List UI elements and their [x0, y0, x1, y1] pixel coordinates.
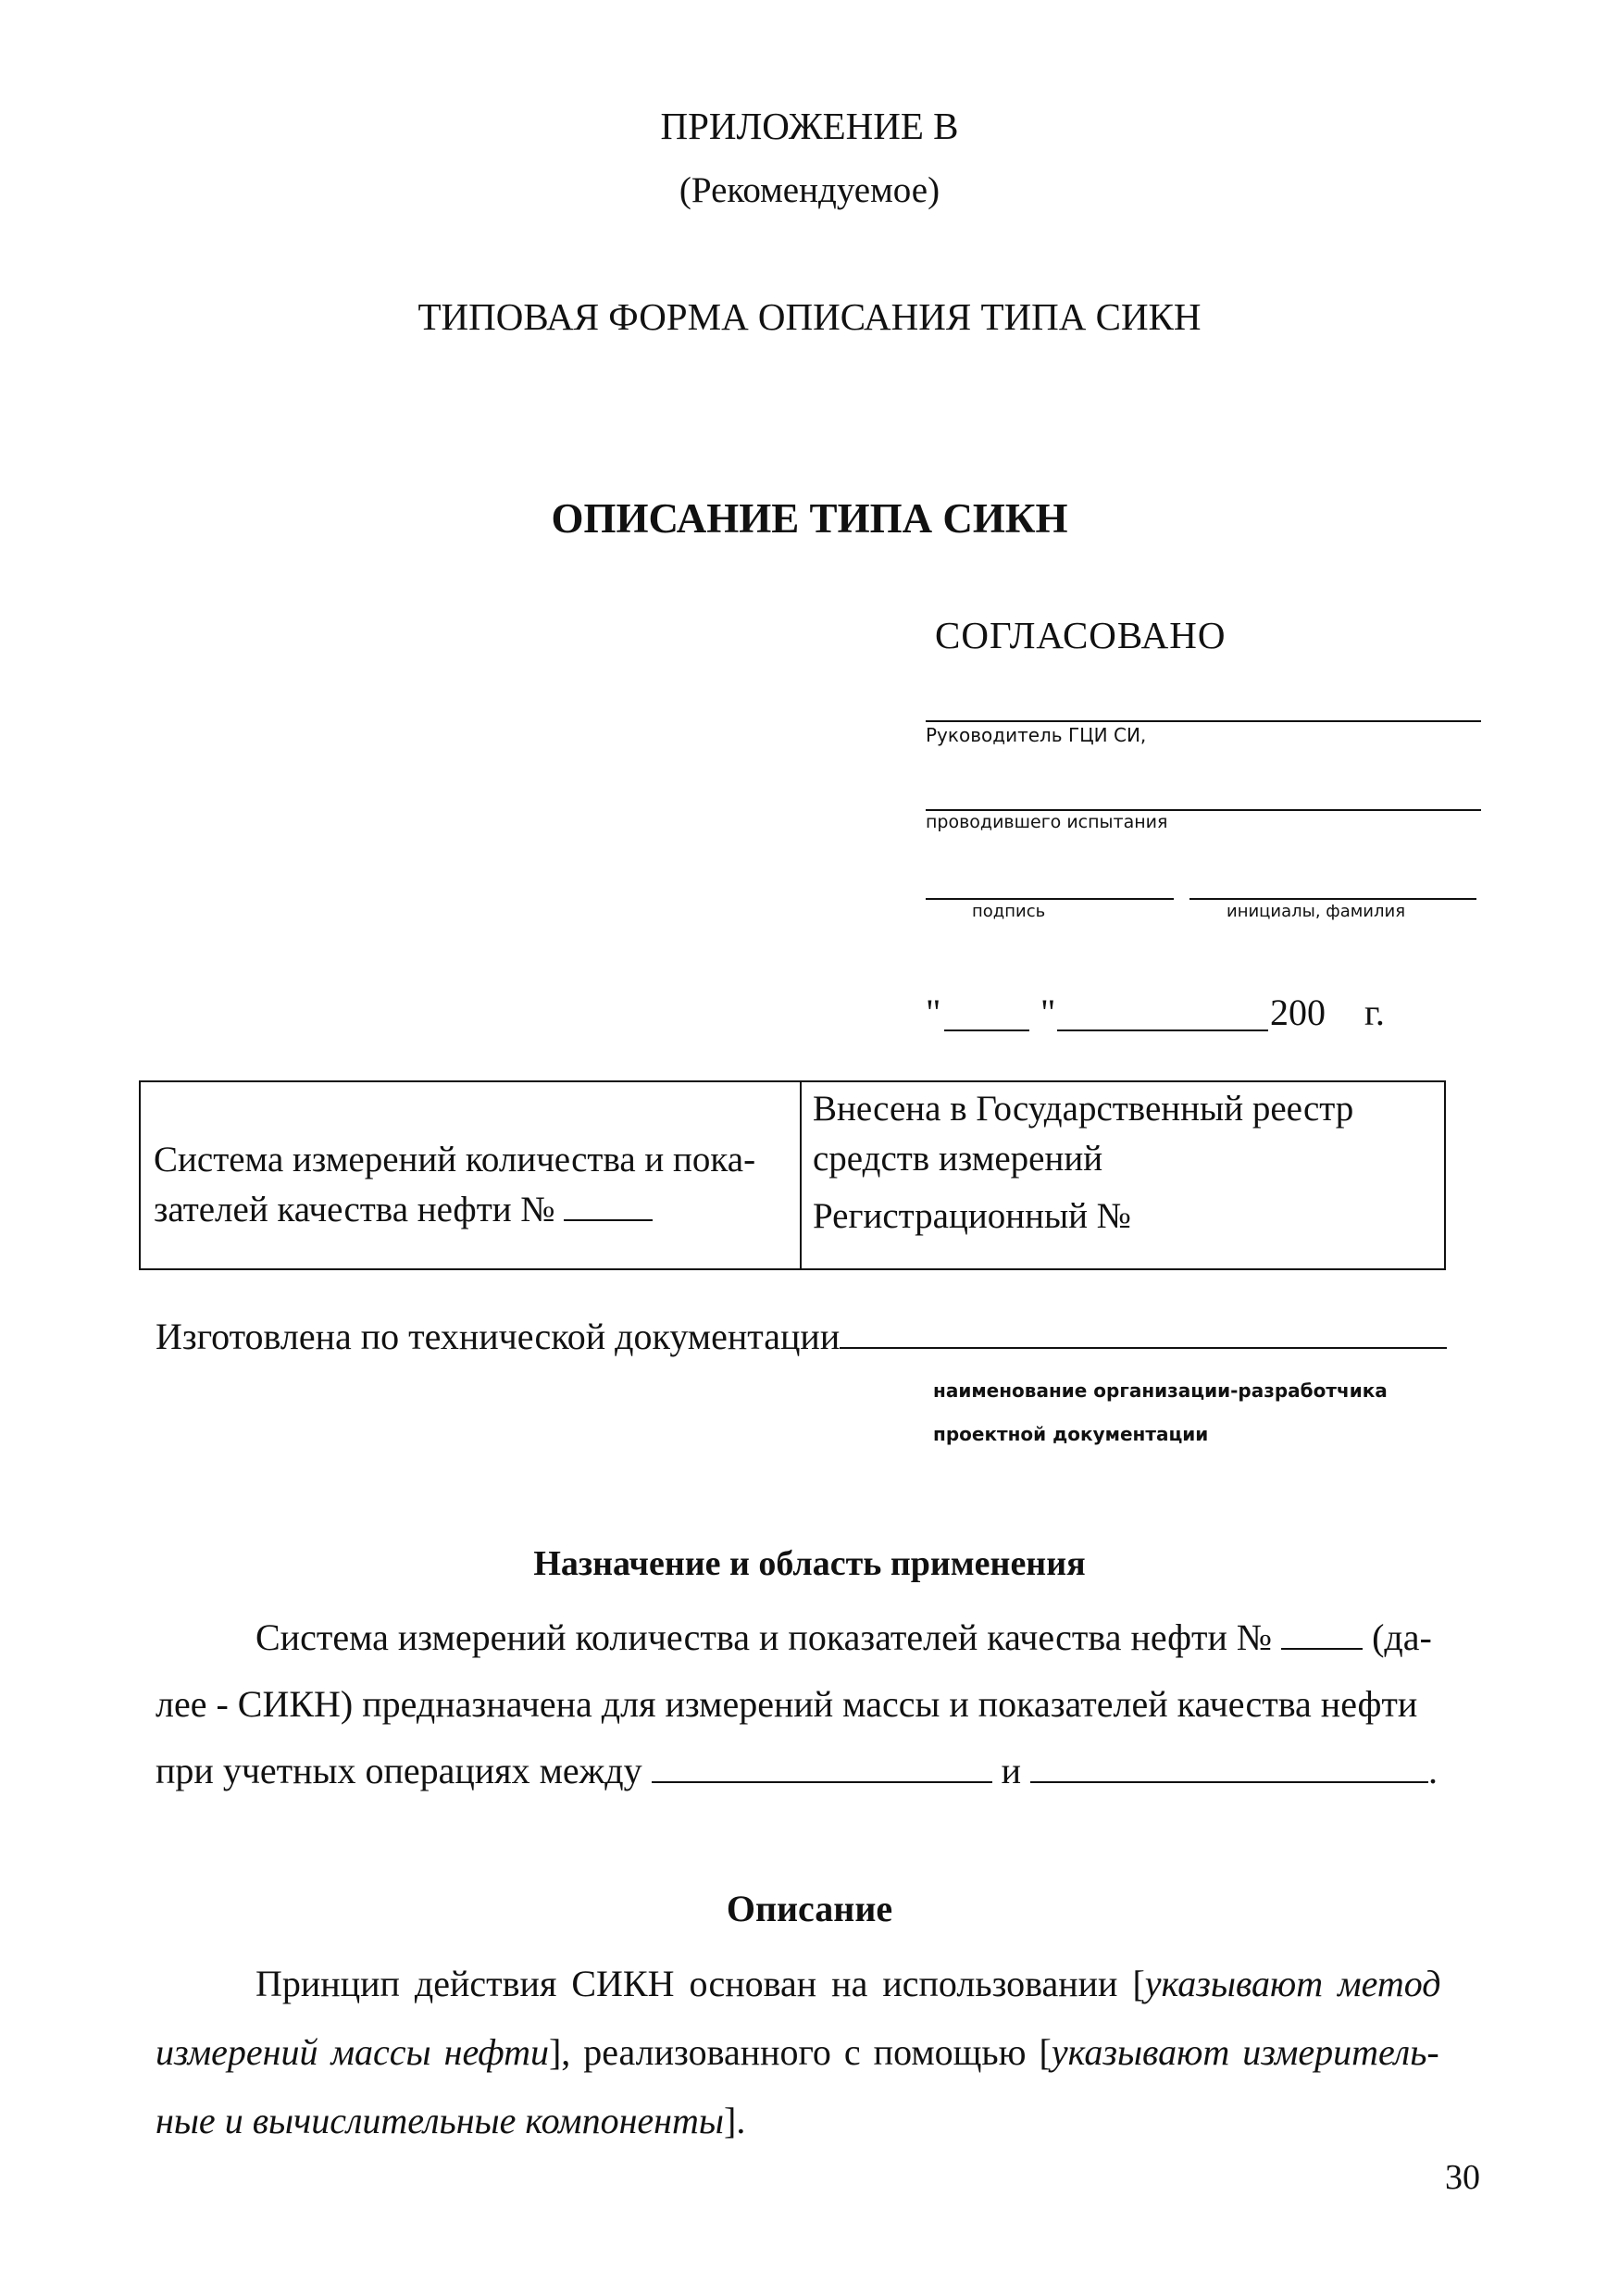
head-role-line: [926, 720, 1481, 722]
description-line-1: [156, 1950, 1498, 2018]
description-line-2: [156, 2018, 1498, 2087]
day-blank: [944, 1002, 1029, 1031]
signature-line: [926, 898, 1174, 900]
purpose-line1-end: (да-: [1372, 1616, 1432, 1658]
description-line1-text: Принцип действия СИКН основан на использовании [: [255, 1963, 1145, 2004]
purpose-period: .: [1428, 1750, 1438, 1791]
name-caption: инициалы, фамилия: [1227, 902, 1406, 921]
party-a-blank: [652, 1753, 992, 1783]
signature-caption: подпись: [972, 902, 1046, 921]
system-name-line1: Система измерений количества и пока-: [154, 1140, 756, 1179]
appendix-title: ПРИЛОЖЕНИЕ В: [660, 105, 959, 147]
approval-heading: СОГЛАСОВАНО: [935, 614, 1227, 656]
description-line2-text: ], реализованного с помощью [: [548, 2031, 1052, 2073]
registry-cell: [813, 1084, 1353, 1242]
head-role-caption: Руководитель ГЦИ СИ,: [926, 724, 1147, 746]
registry-line2: средств измерений: [813, 1139, 1103, 1179]
system-name-line2: [154, 1185, 802, 1235]
description-line3-italic: ные и вычислительные компоненты: [156, 2100, 725, 2141]
purpose-number-blank: [1281, 1620, 1363, 1650]
description-heading: Описание: [726, 1888, 893, 1929]
purpose-line-2: лее - СИКН) предназначена для измерений массы и показателей качества нефти: [156, 1683, 1418, 1725]
form-title: ТИПОВАЯ ФОРМА ОПИСАНИЯ ТИПА СИКН: [417, 295, 1202, 338]
document-title: ОПИСАНИЕ ТИПА СИКН: [551, 495, 1068, 542]
testing-org-caption: проводившего испытания: [926, 812, 1168, 832]
purpose-line-3: [156, 1738, 1498, 1804]
description-paragraph: [156, 1950, 1498, 2155]
description-line-3: [156, 2087, 1498, 2155]
month-blank: [1057, 1002, 1268, 1031]
description-line2-italic: измерений массы нефти: [156, 2031, 549, 2073]
testing-org-line: [926, 809, 1481, 811]
tech-doc-caption-2: проектной документации: [933, 1423, 1209, 1445]
purpose-line3-text: при учетных операциях между: [156, 1750, 642, 1791]
tech-doc-blank: [840, 1319, 1447, 1349]
description-line2-italic2: указывают измеритель-: [1051, 2031, 1439, 2073]
year-prefix: 200: [1270, 992, 1326, 1033]
description-line3-end: ].: [724, 2100, 746, 2141]
purpose-line-1: [156, 1604, 1498, 1671]
purpose-line1-text: Система измерений количества и показателей качества нефти №: [255, 1616, 1273, 1658]
system-name-line2-text: зателей качества нефти №: [154, 1190, 555, 1229]
tech-doc-text: Изготовлена по технической документации: [156, 1316, 841, 1357]
year-suffix: г.: [1364, 992, 1385, 1033]
date-quote-close: ": [1040, 992, 1056, 1033]
page-number: 30: [1445, 2158, 1480, 2197]
system-number-blank: [564, 1193, 653, 1221]
name-line: [1189, 898, 1476, 900]
tech-doc-label: [156, 1315, 1447, 1358]
purpose-heading: Назначение и область применения: [533, 1544, 1086, 1583]
purpose-paragraph: [156, 1604, 1498, 1804]
registration-number: Регистрационный №: [813, 1196, 1132, 1236]
date-quote-open: ": [926, 992, 941, 1033]
registry-line1: Внесена в Государственный реестр: [813, 1089, 1354, 1129]
approval-date: [926, 991, 1407, 1037]
tech-doc-caption-1: наименование организации-разработчика: [933, 1379, 1388, 1402]
purpose-and: и: [1001, 1750, 1022, 1791]
party-b-blank: [1030, 1753, 1428, 1783]
appendix-note: (Рекомендуемое): [679, 170, 940, 210]
description-line1-italic: указывают метод: [1144, 1963, 1441, 2004]
registry-table: [139, 1080, 1446, 1270]
system-name-cell: [154, 1135, 802, 1235]
